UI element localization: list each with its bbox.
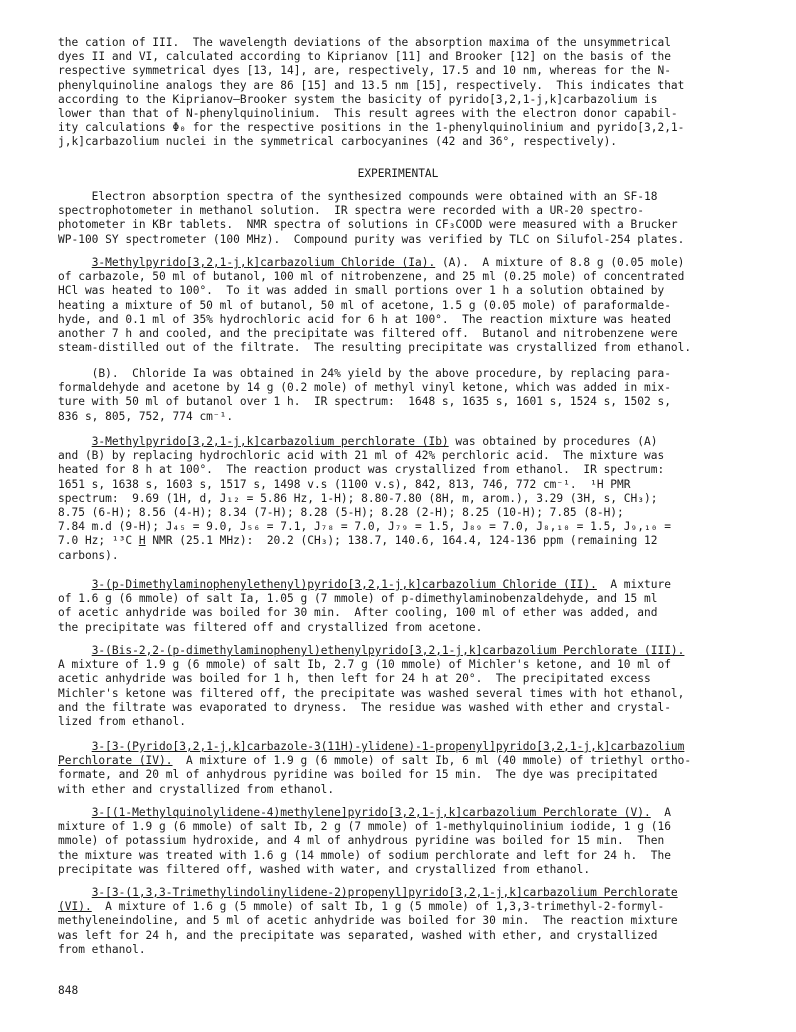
text-line: 7.0 Hz; ¹³C H NMR (25.1 MHz): 20.2 (CH₃); 138.7, 140.6, 164.4, 124-136 ppm (remaining 12	[58, 534, 658, 548]
text-line: of 1.6 g (6 mmole) of salt Ia, 1.05 g (7 mmole) of p-dimethylaminobenzaldehyde, and 15 ml	[58, 592, 658, 606]
text-line: methyleneindoline, and 5 ml of acetic anhydride was boiled for 30 min. The reaction mixture	[58, 914, 678, 928]
text-line: and the filtrate was evaporated to dryness. The residue was washed with ether and crystal-	[58, 700, 671, 714]
text-line: spectrum: 9.69 (1H, d, J₁₂ = 5.86 Hz, 1-H); 8.80-7.80 (8H, m, arom.), 3.29 (3H, s, CH₃);	[58, 491, 658, 505]
text-line: the mixture was treated with 1.6 g (14 mmole) of sodium perchlorate and left for 24 h. The	[58, 848, 671, 862]
text-line: (VI). A mixture of 1.6 g (5 mmole) of salt Ib, 1 g (5 mmole) of 1,3,3-trimethyl-2-formyl-	[58, 900, 665, 914]
text-line: phenylquinoline analogs they are 86 [15] and 13.5 nm [15], respectively. This indicates that	[58, 78, 685, 92]
text-line: precipitate was filtered off, washed with water, and crystallized from ethanol.	[58, 862, 591, 876]
text-line: carbons).	[58, 548, 119, 562]
text-line: A mixture of 1.9 g (6 mmole) of salt Ib, 2.7 g (10 mmole) of Michler's ketone, and 10 ml of	[58, 658, 671, 672]
text-line: lized from ethanol.	[58, 714, 186, 728]
intro-paragraph	[58, 36, 744, 150]
text-line: according to the Kiprianov–Brooker system the basicity of pyrido[3,2,1-j,k]carbazolium is	[58, 92, 658, 106]
text-line: ture with 50 ml of butanol over 1 h. IR spectrum: 1648 s, 1635 s, 1601 s, 1524 s, 1502 s,	[58, 395, 671, 409]
text-line: and (B) by replacing hydrochloric acid with 21 ml of 42% perchloric acid. The mixture was	[58, 449, 665, 463]
text-line: formate, and 20 ml of anhydrous pyridine was boiled for 15 min. The dye was precipitated	[58, 768, 658, 782]
text-line: mixture of 1.9 g (6 mmole) of salt Ib, 2 g (7 mmole) of 1-methylquinolinium iodide, 1 g (16	[58, 820, 671, 834]
text-line: dyes II and VI, calculated according to Kiprianov [11] and Brooker [12] on the basis of the	[58, 50, 671, 64]
text-line: with ether and crystallized from ethanol.	[58, 782, 335, 796]
paragraph-compound-ib	[58, 435, 744, 563]
text-line: Perchlorate (IV). A mixture of 1.9 g (6 mmole) of salt Ib, 6 ml (40 mmole) of triethyl ortho-	[58, 754, 692, 768]
text-line: ity calculations Φ₀ for the respective positions in the 1-phenylquinolinium and pyrido[3,2,1-	[58, 121, 685, 135]
text-line: Michler's ketone was filtered off, the precipitate was washed several times with hot ethanol,	[58, 686, 685, 700]
text-line: 3-[3-(1,3,3-Trimethylindolinylidene-2)propenyl]pyrido[3,2,1-j,k]carbazolium Perchlorate	[91, 886, 678, 899]
text-line: Electron absorption spectra of the synthesized compounds were obtained with an SF-18	[58, 190, 658, 203]
text-line: the cation of III. The wavelength deviations of the absorption maxima of the unsymmetrical	[58, 36, 671, 49]
text-line: heating a mixture of 50 ml of butanol, 50 ml of acetone, 1.5 g (0.05 mole) of paraformalde-	[58, 298, 671, 312]
text-line: steam-distilled out of the filtrate. The resulting precipitate was crystallized from ethanol.	[58, 341, 692, 355]
text-line: hyde, and 0.1 ml of 35% hydrochloric acid for 6 h at 100°. The reaction mixture was heated	[58, 312, 671, 326]
paragraph-compound-iv	[58, 740, 744, 797]
text-line: j,k]carbazolium nuclei in the symmetrical carbocyanines (42 and 36°, respectively).	[58, 135, 618, 149]
text-line: lower than that of N-phenylquinolinium. This result agrees with the electron donor capabil-	[58, 106, 678, 120]
text-line: 1651 s, 1638 s, 1603 s, 1517 s, 1498 v.s (1100 v.s), 842, 813, 746, 772 cm⁻¹. ¹H PMR	[58, 477, 631, 491]
text-line: (B). Chloride Ia was obtained in 24% yield by the above procedure, by replacing para-	[58, 367, 671, 380]
text-line: 3-[3-(Pyrido[3,2,1-j,k]carbazole-3(11H)-ylidene)-1-propenyl]pyrido[3,2,1-j,k]carbazolium	[91, 740, 685, 753]
text-line: 3-[(1-Methylquinolylidene-4)methylene]pyrido[3,2,1-j,k]carbazolium Perchlorate (V). A	[91, 806, 671, 819]
paragraph-methods	[58, 190, 744, 247]
text-line: heated for 8 h at 100°. The reaction product was crystallized from ethanol. IR spectrum:	[58, 463, 665, 477]
text-line: 3-Methylpyrido[3,2,1-j,k]carbazolium perchlorate (Ib) was obtained by procedures (A)	[91, 435, 658, 448]
text-line: HCl was heated to 100°. To it was added in small portions over 1 h a solution obtained by	[58, 284, 665, 298]
text-line: spectrophotometer in methanol solution. IR spectra were recorded with a UR-20 spectro-	[58, 204, 644, 218]
text-line: 7.84 m.d (9-H); J₄₅ = 9.0, J₅₆ = 7.1, J₇₈ = 7.0, J₇₉ = 1.5, J₈₉ = 7.0, J₈,₁₀ = 1.5, J₉,₁₀ =	[58, 520, 671, 534]
text-line: 3-(Bis-2,2-(p-dimethylaminophenyl)ethenylpyrido[3,2,1-j,k]carbazolium Perchlorate (III).	[91, 644, 685, 657]
text-line: another 7 h and cooled, and the precipitate was filtered off. Butanol and nitrobenzene were	[58, 326, 678, 340]
text-line: of carbazole, 50 ml of butanol, 100 ml of nitrobenzene, and 25 ml (0.25 mole) of concentrated	[58, 270, 685, 284]
text-line: 8.75 (6-H); 8.56 (4-H); 8.34 (7-H); 8.28 (5-H); 8.28 (2-H); 8.25 (10-H); 7.85 (8-H);	[58, 505, 624, 519]
text-line: the precipitate was filtered off and crystallized from acetone.	[58, 620, 483, 634]
section-heading-experimental: EXPERIMENTAL	[357, 167, 439, 180]
paragraph-compound-ia	[58, 256, 744, 355]
paragraph-compound-iii	[58, 644, 744, 729]
text-line: 3-(p-Dimethylaminophenylethenyl)pyrido[3,2,1-j,k]carbazolium Chloride (II). A mixture	[91, 578, 671, 591]
paragraph-compound-ii	[58, 578, 744, 635]
text-line: formaldehyde and acetone by 14 g (0.2 mole) of methyl vinyl ketone, which was added in mix-	[58, 381, 671, 395]
text-line: 3-Methylpyrido[3,2,1-j,k]carbazolium Chloride (Ia). (A). A mixture of 8.8 g (0.05 mole)	[91, 256, 685, 269]
text-line: 836 s, 805, 752, 774 cm⁻¹.	[58, 409, 234, 423]
text-line: of acetic anhydride was boiled for 30 min. After cooling, 100 ml of ether was added, and	[58, 606, 658, 620]
text-line: from ethanol.	[58, 942, 146, 956]
page-number: 848	[58, 984, 79, 997]
text-line: acetic anhydride was boiled for 1 h, then left for 24 h at 20°. The precipitated excess	[58, 672, 651, 686]
text-line: photometer in KBr tablets. NMR spectra of solutions in CF₃COOD were measured with a Brucker	[58, 218, 678, 232]
paragraph-compound-ia-b	[58, 367, 744, 424]
text-line: WP-100 SY spectrometer (100 MHz). Compound purity was verified by TLC on Silufol-254 plates.	[58, 232, 685, 246]
paragraph-compound-v	[58, 806, 744, 877]
paragraph-compound-vi	[58, 886, 744, 957]
text-line: respective symmetrical dyes [13, 14], are, respectively, 17.5 and 10 nm, whereas for the N-	[58, 64, 671, 78]
text-line: mmole) of potassium hydroxide, and 4 ml of anhydrous pyridine was boiled for 15 min. Then	[58, 834, 665, 848]
text-line: was left for 24 h, and the precipitate was separated, washed with ether, and crystallized	[58, 928, 658, 942]
